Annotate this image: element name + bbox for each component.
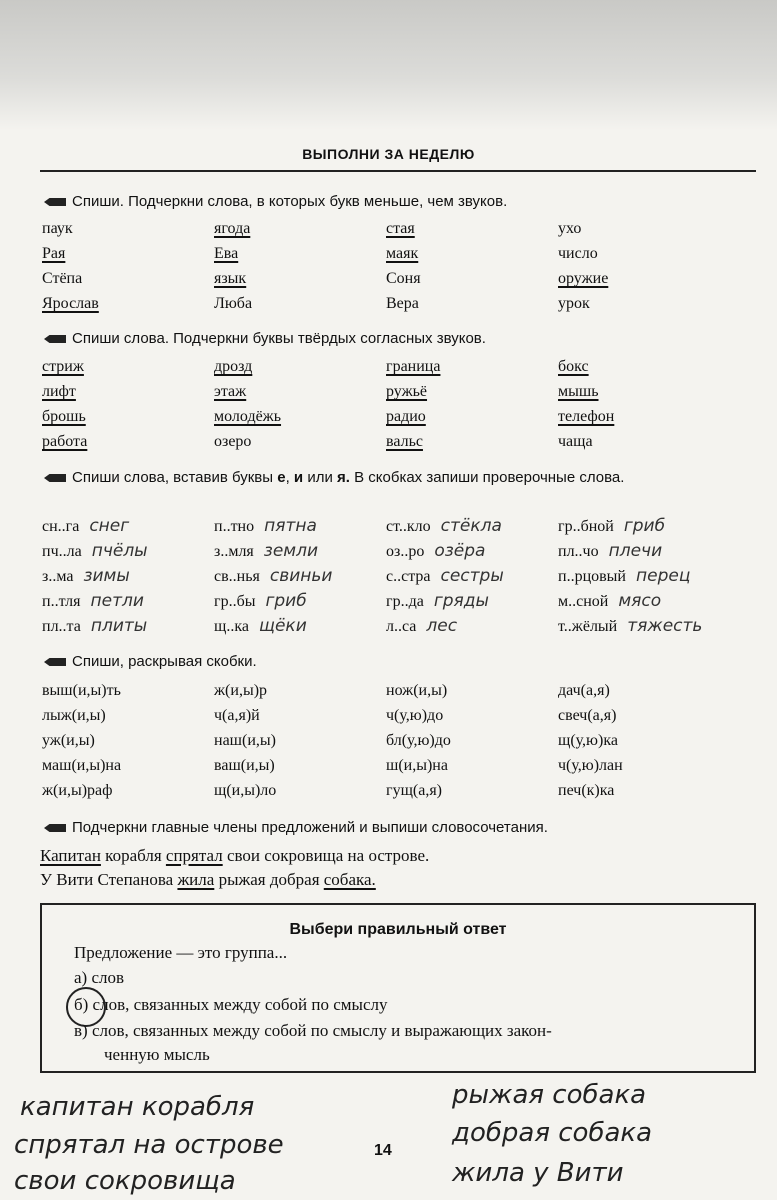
handwritten-check: гриб (623, 516, 666, 536)
task1-word: Стёпа (42, 270, 83, 287)
handwritten-check: плиты (90, 616, 148, 636)
task2-word: граница (386, 358, 441, 375)
task1-word: ягода (214, 220, 251, 237)
task4-word: ш(и,ы)на (386, 757, 448, 774)
handwritten-check: гриб (265, 591, 307, 611)
handwritten-check: снег (89, 516, 130, 536)
task1-word: число (558, 245, 598, 262)
quiz-option-a: а) слов (74, 968, 125, 987)
task2-word: ружьё (386, 383, 428, 400)
pencil-icon (44, 335, 66, 343)
quiz-option-c-cont: ченную мысль (104, 1045, 210, 1064)
task4-word: уж(и,ы) (42, 732, 95, 749)
task4-grid (42, 682, 762, 807)
task2-word: работа (42, 433, 88, 450)
page-title: ВЫПОЛНИ ЗА НЕДЕЛЮ (302, 146, 475, 162)
task2-word: брошь (42, 408, 86, 425)
task3-row (42, 591, 762, 616)
task4-word: щ(и,ы)ло (214, 782, 277, 799)
task3-item: гр..бы гриб (214, 591, 307, 611)
handwriting-right-2: добрая собака (452, 1118, 653, 1148)
task4-word: ж(и,ы)раф (42, 782, 113, 799)
page-number: 14 (374, 1142, 392, 1159)
handwritten-check: перец (636, 566, 691, 586)
task3-row (42, 541, 762, 566)
task1-grid (42, 220, 762, 320)
task1-row (42, 295, 762, 320)
task4-word: свеч(а,я) (558, 707, 617, 724)
handwritten-check: стёкла (440, 516, 502, 536)
task4-word: нож(и,ы) (386, 682, 448, 699)
quiz-question: Предложение — это группа... (74, 943, 288, 962)
pencil-icon (44, 474, 66, 482)
task2-row (42, 383, 762, 408)
task4-word: наш(и,ы) (214, 732, 276, 749)
task3-item: л..са лес (386, 616, 458, 636)
task2-word: бокс (558, 358, 589, 375)
handwritten-check: петли (90, 591, 144, 611)
task2-row (42, 433, 762, 458)
task3-item: м..сной мясо (558, 591, 662, 611)
task1-word: Вера (386, 295, 419, 312)
title-rule (40, 170, 756, 172)
task3-item: сн..га снег (42, 516, 130, 536)
task3-row (42, 566, 762, 591)
task3-item: п..тно пятна (214, 516, 317, 536)
task2-word: стриж (42, 358, 84, 375)
scan-shadow (0, 0, 777, 130)
task3-item: пл..чо плечи (558, 541, 663, 561)
task1-word: Ярослав (42, 295, 99, 312)
task3-item: оз..ро озёра (386, 541, 486, 561)
task3-item: гр..бной гриб (558, 516, 666, 536)
handwritten-check: гряды (433, 591, 489, 611)
task2-word: мышь (558, 383, 599, 400)
task3-item: з..ма зимы (42, 566, 130, 586)
task3-item: з..мля земли (214, 541, 319, 561)
handwritten-check: пчёлы (91, 541, 148, 561)
task4-word: выш(и,ы)ть (42, 682, 121, 699)
task2-word: дрозд (214, 358, 253, 375)
task1-word: Рая (42, 245, 66, 262)
task2-row (42, 358, 762, 383)
task1-row (42, 270, 762, 295)
task3-item: щ..ка щёки (214, 616, 307, 636)
task2-word: этаж (214, 383, 247, 400)
task2-instruction: Спиши слова. Подчеркни буквы твёрдых согласных звуков. (44, 329, 744, 349)
task4-instruction: Спиши, раскрывая скобки. (44, 652, 744, 672)
handwritten-check: зимы (83, 566, 130, 586)
task4-word: лыж(и,ы) (42, 707, 106, 724)
sentence-2: У Вити Степанова жила рыжая добрая собака. (40, 870, 376, 889)
quiz-option-b: б) слов, связанных между собой по смыслу (74, 995, 388, 1014)
task1-row (42, 245, 762, 270)
quiz-title: Выбери правильный ответ (289, 921, 507, 938)
task4-word: дач(а,я) (558, 682, 610, 699)
task3-item: с..стра сестры (386, 566, 504, 586)
task4-word: щ(у,ю)ка (558, 732, 618, 749)
task3-item: п..рцовый перец (558, 566, 691, 586)
task1-word: оружие (558, 270, 609, 287)
handwritten-check: пятна (264, 516, 317, 536)
task4-word: ч(у,ю)до (386, 707, 444, 724)
handwriting-right-3: жила у Вити (452, 1158, 624, 1188)
handwritten-check: сестры (440, 566, 504, 586)
task2-word: радио (386, 408, 426, 425)
handwriting-left-1: капитан корабля (20, 1092, 255, 1122)
task1-word: Люба (214, 295, 253, 312)
handwritten-check: тяжесть (627, 616, 703, 636)
task1-word: паук (42, 220, 73, 237)
task4-row (42, 757, 762, 782)
task1-word: урок (558, 295, 590, 312)
handwritten-check: свиньи (269, 566, 333, 586)
handwriting-right-1: рыжая собака (452, 1080, 647, 1110)
task4-word: маш(и,ы)на (42, 757, 122, 774)
task3-item: т..жёлый тяжесть (558, 616, 703, 636)
task4-row (42, 682, 762, 707)
task4-word: ж(и,ы)р (214, 682, 268, 699)
handwritten-check: лес (426, 616, 458, 636)
task3-row (42, 516, 762, 541)
sentence-1: Капитан корабля спрятал свои сокровища на острове. (40, 846, 430, 865)
task2-word: лифт (42, 383, 76, 400)
handwritten-check: щёки (258, 616, 307, 636)
handwriting-left-2: спрятал на острове (14, 1130, 284, 1160)
handwriting-left-3: свои сокровища (14, 1166, 236, 1196)
task1-word: Ева (214, 245, 239, 262)
task2-word: молодёжь (214, 408, 282, 425)
pencil-icon (44, 658, 66, 666)
task1-word: ухо (558, 220, 582, 237)
task3-item: пл..та плиты (42, 616, 148, 636)
task3-item: п..тля петли (42, 591, 144, 611)
task1-word: язык (214, 270, 247, 287)
handwritten-check: озёра (434, 541, 486, 561)
task4-word: печ(к)ка (558, 782, 615, 799)
task4-word: ч(а,я)й (214, 707, 260, 724)
task4-word: ч(у,ю)лан (558, 757, 623, 774)
task2-grid (42, 358, 762, 458)
task3-item: ст..кло стёкла (386, 516, 502, 536)
task1-instruction: Спиши. Подчеркни слова, в которых букв меньше, чем звуков. (44, 192, 744, 212)
handwritten-check: плечи (608, 541, 663, 561)
task4-word: ваш(и,ы) (214, 757, 275, 774)
task2-word: чаща (558, 433, 593, 450)
task3-row (42, 616, 762, 641)
task5-instruction: Подчеркни главные члены предложений и выпиши словосочетания. (44, 818, 744, 838)
task3-instruction: Спиши слова, вставив буквы е, и или я. В скобках запиши проверочные слова. (44, 468, 744, 488)
task2-word: вальс (386, 433, 423, 450)
task4-row (42, 782, 762, 807)
pencil-icon (44, 824, 66, 832)
task3-grid (42, 516, 762, 641)
task1-word: стая (386, 220, 415, 237)
task4-word: бл(у,ю)до (386, 732, 451, 749)
task2-word: телефон (558, 408, 615, 425)
task3-item: св..нья свиньи (214, 566, 333, 586)
task3-item: гр..да гряды (386, 591, 489, 611)
task1-row (42, 220, 762, 245)
task2-row (42, 408, 762, 433)
task3-item: пч..ла пчёлы (42, 541, 148, 561)
task4-row (42, 707, 762, 732)
task4-row (42, 732, 762, 757)
quiz-box (40, 903, 756, 1073)
handwritten-check: земли (263, 541, 319, 561)
task4-word: гущ(а,я) (386, 782, 442, 799)
pencil-icon (44, 198, 66, 206)
task2-word: озеро (214, 433, 252, 450)
task1-word: маяк (386, 245, 419, 262)
handwritten-check: мясо (618, 591, 662, 611)
task1-word: Соня (386, 270, 421, 287)
quiz-option-c: в) слов, связанных между собой по смыслу и выражающих закон- (74, 1021, 552, 1040)
